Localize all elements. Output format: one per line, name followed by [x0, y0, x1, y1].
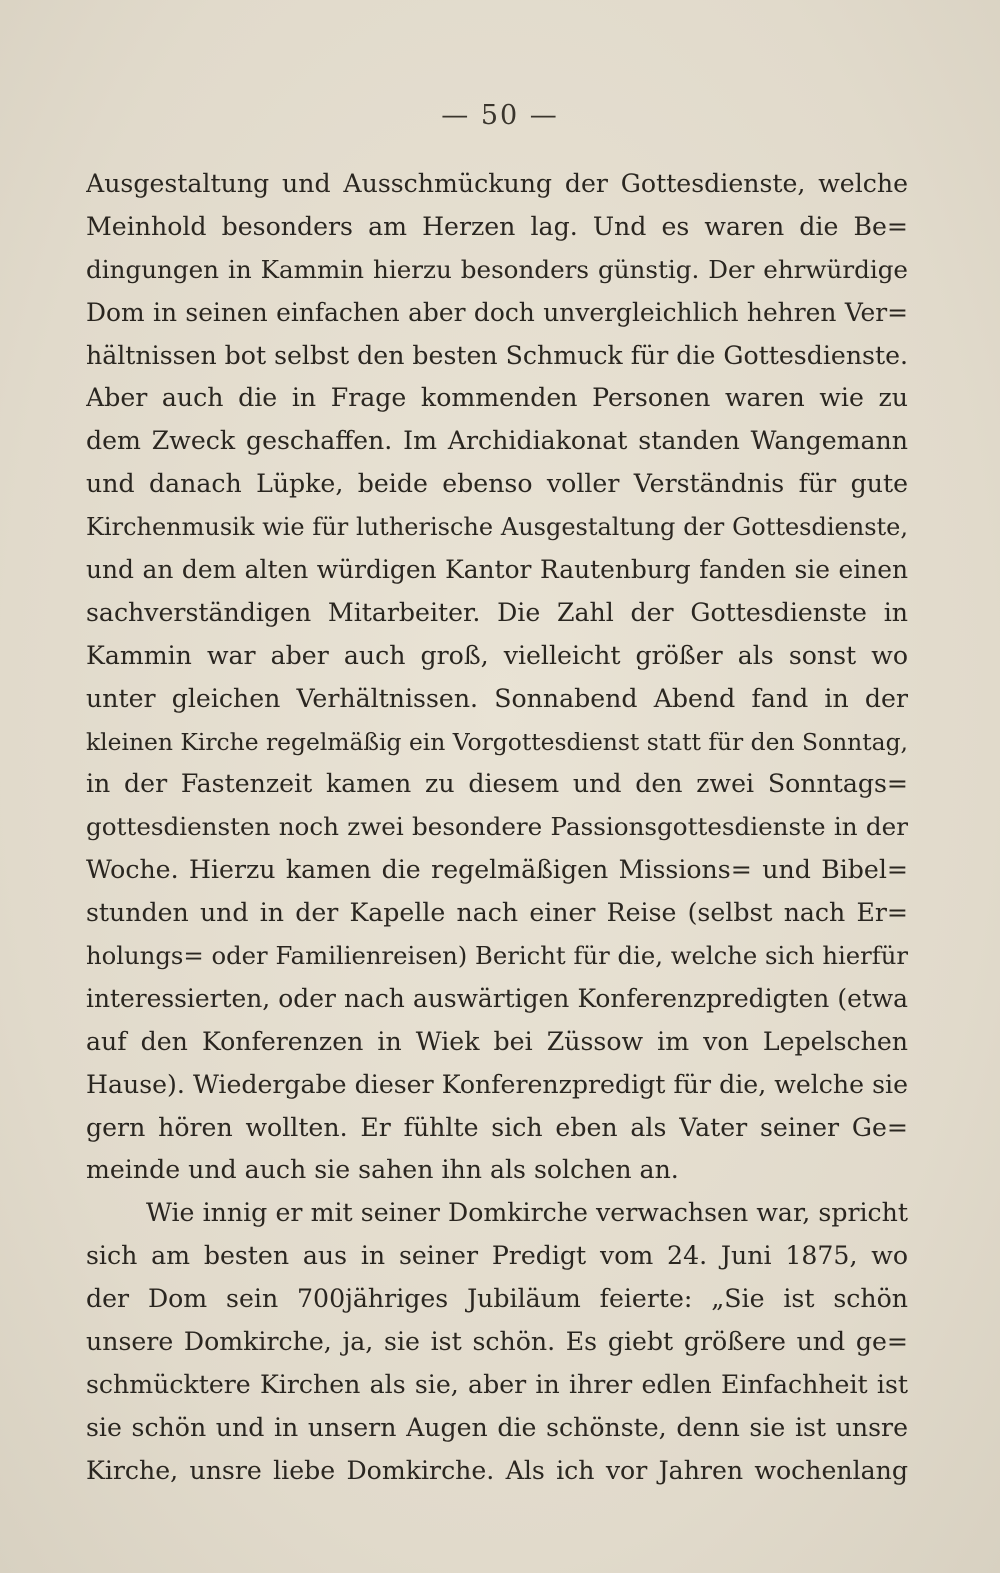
- text-line: hältnissen bot selbst den besten Schmuck für die Gottesdienste.: [86, 340, 908, 370]
- text-line: sachverständigen Mitarbeiter. Die Zahl der Gottesdienste in: [86, 597, 908, 627]
- text-line: Hause). Wiedergabe dieser Konferenzpredigt für die, welche sie: [86, 1069, 908, 1099]
- text-line: und danach Lüpke, beide ebenso voller Verständnis für gute: [86, 469, 908, 499]
- text-line: Kammin war aber auch groß, vielleicht größer als sonst wo: [86, 640, 908, 670]
- text-line: der Dom sein 700jähriges Jubiläum feierte: „Sie ist schön: [86, 1284, 908, 1314]
- body-text: [86, 163, 908, 1493]
- text-line: unsere Domkirche, ja, sie ist schön. Es giebt größere und ge=: [86, 1327, 908, 1357]
- text-line: stunden und in der Kapelle nach einer Reise (selbst nach Er=: [86, 898, 908, 928]
- paragraph-start-line: Wie innig er mit seiner Domkirche verwachsen war, spricht: [146, 1198, 908, 1228]
- text-line: in der Fastenzeit kamen zu diesem und den zwei Sonntags=: [86, 769, 908, 799]
- text-line: sie schön und in unsern Augen die schönste, denn sie ist unsre: [86, 1412, 908, 1442]
- text-line: sich am besten aus in seiner Predigt vom 24. Juni 1875, wo: [86, 1241, 908, 1271]
- text-line: dingungen in Kammin hierzu besonders günstig. Der ehrwürdige: [86, 254, 908, 284]
- text-line: gottesdiensten noch zwei besondere Passionsgottesdienste in der: [86, 812, 908, 842]
- text-line: Dom in seinen einfachen aber doch unvergleichlich hehren Ver=: [86, 297, 908, 327]
- text-line: Aber auch die in Frage kommenden Personen waren wie zu: [86, 383, 908, 413]
- text-line: auf den Konferenzen in Wiek bei Züssow im von Lepelschen: [86, 1026, 908, 1056]
- page-number: — 50 —: [441, 100, 559, 131]
- text-line: und an dem alten würdigen Kantor Rautenburg fanden sie einen: [86, 555, 908, 585]
- text-line: dem Zweck geschaffen. Im Archidiakonat standen Wangemann: [86, 426, 908, 456]
- text-line: Ausgestaltung und Ausschmückung der Gottesdienste, welche: [86, 169, 908, 198]
- text-line: holungs= oder Familienreisen) Bericht für die, welche sich hierfür: [86, 941, 908, 971]
- text-line: Meinhold besonders am Herzen lag. Und es waren die Be=: [86, 211, 908, 241]
- text-line: Kirche, unsre liebe Domkirche. Als ich vor Jahren wochenlang: [86, 1455, 908, 1485]
- text-line: schmücktere Kirchen als sie, aber in ihrer edlen Einfachheit ist: [86, 1369, 908, 1399]
- text-line: kleinen Kirche regelmäßig ein Vorgottesdienst statt für den Sonntag,: [86, 727, 908, 756]
- paragraph-end-line: meinde und auch sie sahen ihn als solchen an.: [86, 1155, 679, 1185]
- text-line: Woche. Hierzu kamen die regelmäßigen Missions= und Bibel=: [86, 855, 908, 885]
- text-line: gern hören wollten. Er fühlte sich eben als Vater seiner Ge=: [86, 1112, 908, 1142]
- text-line: interessierten, oder nach auswärtigen Konferenzpredigten (etwa: [86, 983, 908, 1013]
- text-line: Kirchenmusik wie für lutherische Ausgestaltung der Gottesdienste,: [86, 513, 908, 542]
- text-line: unter gleichen Verhältnissen. Sonnabend Abend fand in der: [86, 683, 908, 713]
